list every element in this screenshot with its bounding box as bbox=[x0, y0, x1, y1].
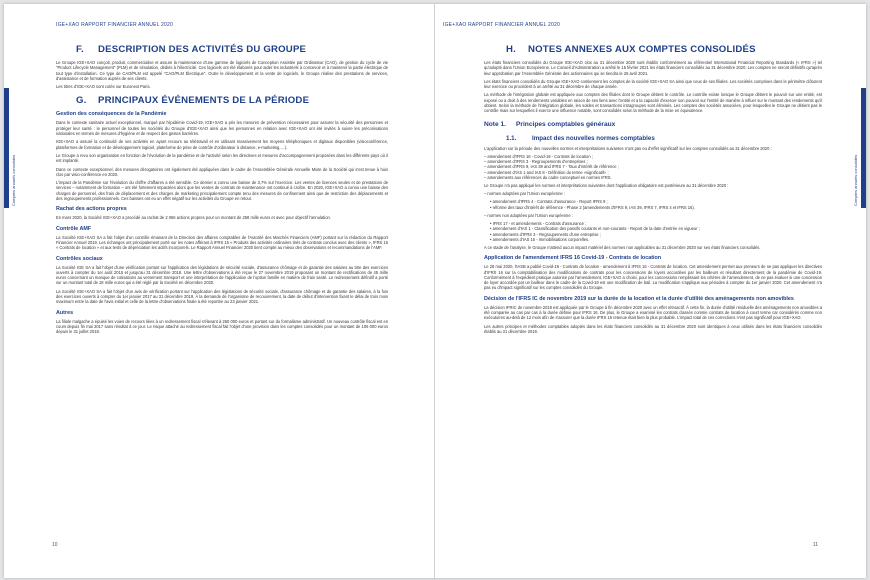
paragraph: Dans le contexte sanitaire actuel exceptionnel, marqué par l'épidémie Covid-19, IGE+XAO a pris les mesures de prévention nécessaires pour assurer la sécurité des personnes et protéger leur santé : le personnel de toutes les sociétés du Groupe d'IGE+XAO ainsi que les personnes en relation avec IGE+XAO ont été invités à suivre les préconisations nationales en termes de mesures d'hygiène et de respect des gestes barrières. bbox=[56, 120, 388, 137]
running-header: IGE+XAO RAPPORT FINANCIER ANNUEL 2020 bbox=[443, 22, 560, 28]
list-not-adopted-head bbox=[484, 213, 822, 218]
subheading-ifrs-ic: Décision de l'IFRS IC de novembre 2019 sur la durée de la location et la durée d'utilité des aménagements non amovibles bbox=[484, 295, 794, 302]
subheading-rachat: Rachat des actions propres bbox=[56, 206, 127, 213]
side-label-text: Comptes annuels consolidés bbox=[853, 154, 858, 206]
section-title: NOTES ANNEXES AUX COMPTES CONSOLIDÉS bbox=[528, 44, 756, 55]
paragraph: Les titres d'IGE+XAO sont cotés sur Euronext Paris. bbox=[56, 84, 151, 90]
section-number: F. bbox=[76, 44, 84, 55]
subheading-amf: Contrôle AMF bbox=[56, 225, 92, 232]
note-number: Note 1. bbox=[484, 120, 506, 128]
list-item: – normes non adoptées par l'Union européenne : bbox=[484, 213, 822, 218]
section-tab bbox=[861, 88, 866, 208]
paragraph: En mars 2020, la Société IGE+XAO a procédé au rachat de 2 066 actions propres pour un montant de 258 mille euros et avec pour objectif l'annulation. bbox=[56, 215, 331, 221]
list-adopted-head bbox=[484, 191, 822, 196]
paragraph: Les états financiers consolidés du Groupe IGE+XAO clos au 31 décembre 2020 sont établis conformément au référentiel International Financial Reporting Standards (« IFRS ») tel qu'adopté dans l'Union Européenne. Le Conseil d'Administration a arrêté le 15 février 2021 les états financiers consolidés au 31 décembre 2020. Les comptes ne seront définitifs qu'après leur approbation par l'Assemblée Générale des actionnaires qui se tiendra le 26 avril 2021. bbox=[484, 60, 822, 76]
list-item: • amendement d'IFRS 4 - Contrats d'assurance - Report IFRS 9 ; bbox=[490, 199, 822, 204]
note-heading bbox=[484, 121, 822, 128]
paragraph: L'impact de la Pandémie sur l'évolution du chiffre d'affaires a été sensible. Ce dernier a connu une baisse de 3,7% sur l'exercice. Les ventes de licences seules et de prestations de services – notamment de formation – ont été fortement impactées alors que les ventes de contrats de maintenance ont continué à croître. En 2020, IGE+XAO a connu une baisse des charges de personnel, des frais de déplacement et des charges de marketing principalement compte tenu des mesures de confinement ainsi que de restriction des déplacements et des regroupements professionnels. Ces baisses ont eu un effet négatif sur les activités du Groupe en retour. bbox=[56, 180, 388, 202]
right-page bbox=[436, 4, 866, 578]
section-tab bbox=[4, 88, 9, 208]
side-label bbox=[10, 88, 18, 208]
list-item: • réforme des taux d'intérêt de référence - Phase 2 (amendements d'IFRS 9, IAS 39, IFRS 7, IFRS 4 et IFRS 16). bbox=[490, 205, 822, 210]
list-item: – amendement d'IFRS 9, IAS 39 and IFRS 7 - Taux d'intérêt de référence ; bbox=[484, 164, 822, 169]
paragraph: Le Groupe IGE+XAO conçoit, produit, commercialise et assure la maintenance d'une gamme de logiciels de Conception Assistée par Ordinateur (CAO), de gestion du cycle de vie "Product Lifecycle Management" (PLM) et de simulation, dédiés à l'électricité. Ces logiciels ont été élaborés pour aider les industriels à concevoir et à maintenir la partie électrique de tout type d'installation. Ce type de CAO/PLM est appelé "CAO/PLM Électrique". Outre le développement et la vente de logiciels, le Groupe réalise des prestations de services, d'assistance et de formation auprès de ses clients. bbox=[56, 60, 388, 81]
list-item: – amendement d'IFRS 3 - Regroupements d'entreprises ; bbox=[484, 159, 822, 164]
subheading-pandemie: Gestion des conséquences de la Pandémie bbox=[56, 111, 167, 118]
right-content bbox=[484, 38, 822, 337]
paragraph: La Société IGE SA a fait l'objet d'une vérification portant sur l'application des législations de sécurité sociale, d'assurance chômage et de garantie des salaires au titre des exercices ouverts à compter du 1er août 2015 et jusqu'au 31 décembre 2018. Une lettre d'observations a été reçue le 27 novembre 2019 proposant un montant de rectifications de 45 mille euros concernant un manque de cotisations au versement transport et une interprétation de l'application de l'option famille en matière de frais santé. Le redressement définitif a porté sur un montant total de 18 mille euros qui a été réglé par la Société en décembre 2020. bbox=[56, 264, 388, 286]
section-heading-g bbox=[76, 95, 388, 106]
subheading-autres: Autres bbox=[56, 309, 74, 316]
list-item: • amendements d'IFRS 3 - Regroupements d'une entreprise ; bbox=[490, 232, 822, 237]
list-item: • amendement d'IAS 1 - Classification des passifs courants et non-courants - Report de la date d'entrée en vigueur ; bbox=[490, 226, 822, 231]
paragraph: La Société IGE+XAO SA a fait l'objet d'un contrôle émanant de la Direction des affaires comptables de l'Autorité des Marchés Financiers (AMF) portant sur la rédaction du Rapport Financier Annuel 2019. Les échanges ont principalement porté sur les notes afférant à IFRS 15 « Produits des activités ordinaires tirés de contrats conclus avec des clients », IFRS 16 « Contrats de location » et aux tests de dépréciation les actifs incorporels. Le Rapport Annuel Financier 2020 tient compte au mieux des observations et recommandations de l'AMF. bbox=[56, 234, 388, 251]
section-title: DESCRIPTION DES ACTIVITÉS DU GROUPE bbox=[98, 44, 307, 55]
paragraph: La décision IFRIC de novembre 2019 est appliquée par le Groupe à fin décembre 2020 avec un effet rétroactif. À cette fin, la durée d'utilité résiduelle des aménagements non amovibles a été comparée au cas par cas à la durée définie pour IFRS 16. De plus, le Groupe a examiné les contrats classés comme contrats de location à court terme car considérés comme non exécutoires au-delà de 12 mois afin de s'assurer que la durée IFRS 16 retenue était bien la plus probable. L'impact total de ces corrections n'est pas significatif pour IGE+XAO. bbox=[484, 304, 822, 321]
subheading-ifrs16: Application de l'amendement IFRS 16 Covid-19 - Contrats de location bbox=[484, 255, 662, 262]
paragraph: A ce stade de l'analyse, le Groupe n'attend aucun impact matériel des normes non applicables au 31 décembre 2020 sur ses états financiers consolidés. bbox=[484, 244, 761, 250]
subnote-number: 1.1. bbox=[506, 134, 517, 142]
page-number: 11 bbox=[812, 542, 818, 548]
section-number: G. bbox=[76, 95, 87, 107]
left-content bbox=[56, 38, 388, 338]
list-item: – amendements aux références du cadre conceptuel en normes IFRS. bbox=[484, 175, 822, 180]
side-label bbox=[852, 88, 860, 208]
paragraph: Les autres principes et méthodes comptables adoptés dans les états financiers consolidés au 31 décembre 2020 sont identiques à ceux utilisés dans les états financiers consolidés établis au 31 décembre 2019. bbox=[484, 323, 822, 334]
paragraph: La Société IGE+XAO SA a fait l'objet d'un avis de vérification portant sur l'application des législations de sécurité sociale, d'assurance chômage et de garantie des salaires, à la fois des exercices ouverts à compter du 1er janvier 2017 au 31 décembre 2019. À la demande de l'organisme de recouvrement, la date de début d'intervention fixant le délai de trois mois maximum entre la date de l'avis initial et celle de la lettre d'observations finale a été reportée au 23 janvier 2021. bbox=[56, 288, 388, 305]
paragraph: Le Groupe n'a pas appliqué les normes et interprétations suivantes dont l'application obligatoire est postérieure au 31 décembre 2020 : bbox=[484, 182, 729, 188]
page-number: 10 bbox=[52, 542, 58, 548]
paragraph: Le Groupe a revu son organisation en fonction de l'évolution de la pandémie et de l'activité selon les directives et mesures d'accompagnement proposées dans les différents pays où il est implanté. bbox=[56, 152, 388, 164]
list-item: – normes adoptées par l'Union européenne : bbox=[484, 191, 822, 196]
paragraph: Dans ce contexte exceptionnel, des mesures dérogatoires ont également été appliquées dans le cadre de l'Assemblée Générale Annuelle Mixte de la Société qui s'est tenue à huis clos par visio-conférence en 2020. bbox=[56, 166, 388, 177]
section-heading-h bbox=[506, 44, 822, 55]
paragraph: L'application sur la période des nouvelles normes et interprétations suivantes n'ont pas eu d'effet significatif sur les comptes consolidés au 31 décembre 2020 : bbox=[484, 145, 772, 151]
note-title: Principes comptables généraux bbox=[516, 120, 616, 128]
paragraph: Le 28 mai 2020, l'IASB a publié Covid-19 - Contrats de location - amendement à IFRS 16 - Contrats de location. Cet amendement permet aux preneurs de ne pas appliquer les directives d'IFRS 16 sur la comptabilisation des modifications de contrats pour les concessions de loyers accordées par les bailleurs et résultant directement de la pandémie de Covid-19. Conformément à l'expédient pratique autorisé par l'amendement, IGE+XAO a choisi, pour les concessions remplissant les critères de l'amendement, de ne pas évaluer si une concession de loyer accordée par un bailleur dans le cadre de la Covid-19 est une modification de bail. La modification s'applique aux périodes à compter du 1er janvier 2020. Cet amendement n'a pas eu d'impact significatif sur les comptes consolidés du Groupe. bbox=[484, 264, 822, 291]
list-item: • amendements d'IAS 16 - Immobilisations corporelles. bbox=[490, 237, 822, 242]
side-label-text: Comptes annuels consolidés bbox=[11, 154, 16, 206]
list-item: – amendement d'IAS 1 and IAS 8 - Définition du terme «significatif» ; bbox=[484, 170, 822, 175]
subnote-heading bbox=[506, 135, 822, 142]
section-title: PRINCIPAUX ÉVÉNEMENTS DE LA PÉRIODE bbox=[98, 95, 310, 107]
list-new-standards bbox=[484, 154, 822, 180]
list-adopted bbox=[484, 199, 822, 209]
section-number: H. bbox=[506, 44, 516, 55]
paragraph: La filiale malgache a épuisé les voies de recours liées à un redressement fiscal s'élevant à 260 000 euros et portant sur du formalisme administratif. Un nouveau contrôle fiscal est en cours depuis fin mai 2017 sans résultat à ce jour. Le risque attaché au redressement fiscal fait l'objet d'une provision dans les comptes consolidés pour un montant de 106 000 euros depuis le 31 juillet 2018. bbox=[56, 318, 388, 335]
page-gutter bbox=[434, 4, 435, 578]
list-item: • IFRS 17 - et amendements - Contrats d'assurance ; bbox=[490, 221, 822, 226]
list-item: – amendement d'IFRS 16 - Covid-19 - Contrats de location ; bbox=[484, 154, 822, 159]
section-heading-f bbox=[76, 44, 388, 55]
running-header: IGE+XAO RAPPORT FINANCIER ANNUEL 2020 bbox=[56, 22, 173, 28]
left-page bbox=[4, 4, 434, 578]
subnote-title: Impact des nouvelles normes comptables bbox=[532, 134, 655, 142]
list-not-adopted bbox=[484, 221, 822, 242]
subheading-controles-sociaux: Contrôles sociaux bbox=[56, 255, 103, 262]
paragraph: Les états financiers consolidés du Groupe IGE+XAO contiennent les comptes de la société IGE+XAO SA ainsi que ceux de ses filiales. Les sociétés comprises dans le périmètre clôturent leur exercice ou procèdent à un arrêté au 31 décembre de chaque année. bbox=[484, 78, 822, 90]
paragraph: IGE+XAO a assuré la continuité de ses activités en ayant recours au télétravail et en utilisant massivement les moyens téléphoniques et digitaux disponibles (visioconférence, plateformes de formation et de développement logiciel, plateforme de prise de contrôle d'ordinateur à distance, e-marketing,…). bbox=[56, 139, 388, 150]
paragraph: La méthode de l'intégration globale est appliquée aux comptes des filiales dont le Groupe détient le contrôle. Le contrôle existe lorsque le Groupe détient le pouvoir sur une entité, est exposé ou a droit à des rendements variables en raison de ses liens avec l'entité et a la capacité d'exercer son pouvoir sur l'entité de manière à influer sur le montant des rendements qu'il obtient. Selon la méthode de l'intégration globale, les soldes et transactions intragroupes sont éliminés. Les comptes des sociétés associées, pour lesquelles le Groupe ne détient pas le contrôle mais sur lesquelles il exerce une influence notable, sont consolidés selon la méthode de la mise en équivalence. bbox=[484, 92, 822, 114]
